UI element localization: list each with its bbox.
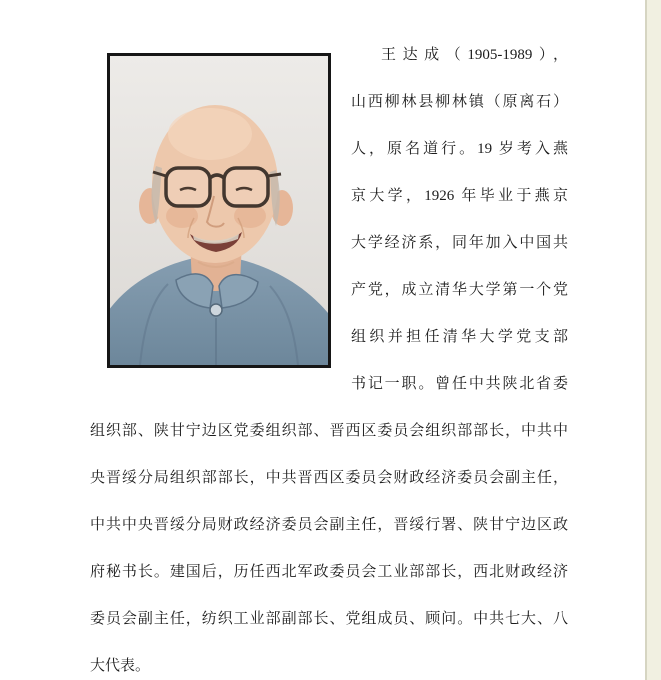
text-line: 产党，成立清华大学第一个党 (351, 282, 568, 298)
text-line: 大代表。 (90, 658, 151, 674)
viewer-background-strip (645, 0, 661, 680)
biography-text (90, 32, 568, 680)
text-line: 中共中央晋绥分局财政经济委员会副主任，晋绥行署、陕甘宁边区政 (90, 517, 568, 533)
text-line: 书记一职。曾任中共陕北省委 (351, 376, 568, 392)
text-line: 府秘书长。建国后，历任西北军政委员会工业部部长，西北财政经济 (90, 564, 568, 580)
text-line: 山西柳林县柳林镇（原离石） (351, 94, 568, 110)
text-line: 组织并担任清华大学党支部 (351, 329, 568, 345)
text-line: 京大学，1926 年毕业于燕京 (351, 188, 568, 204)
text-line: 委员会副主任，纺织工业部副部长、党组成员、顾问。中共七大、八 (90, 611, 568, 627)
text-line: 王达成（1905-1989）， (381, 47, 568, 63)
text-line: 人，原名道行。19 岁考入燕 (351, 141, 568, 157)
text-line: 央晋绥分局组织部部长，中共晋西区委员会财政经济委员会副主任， (90, 470, 568, 486)
text-line: 大学经济系，同年加入中国共 (351, 235, 568, 251)
text-line: 组织部、陕甘宁边区党委组织部、晋西区委员会组织部部长，中共中 (90, 423, 568, 439)
